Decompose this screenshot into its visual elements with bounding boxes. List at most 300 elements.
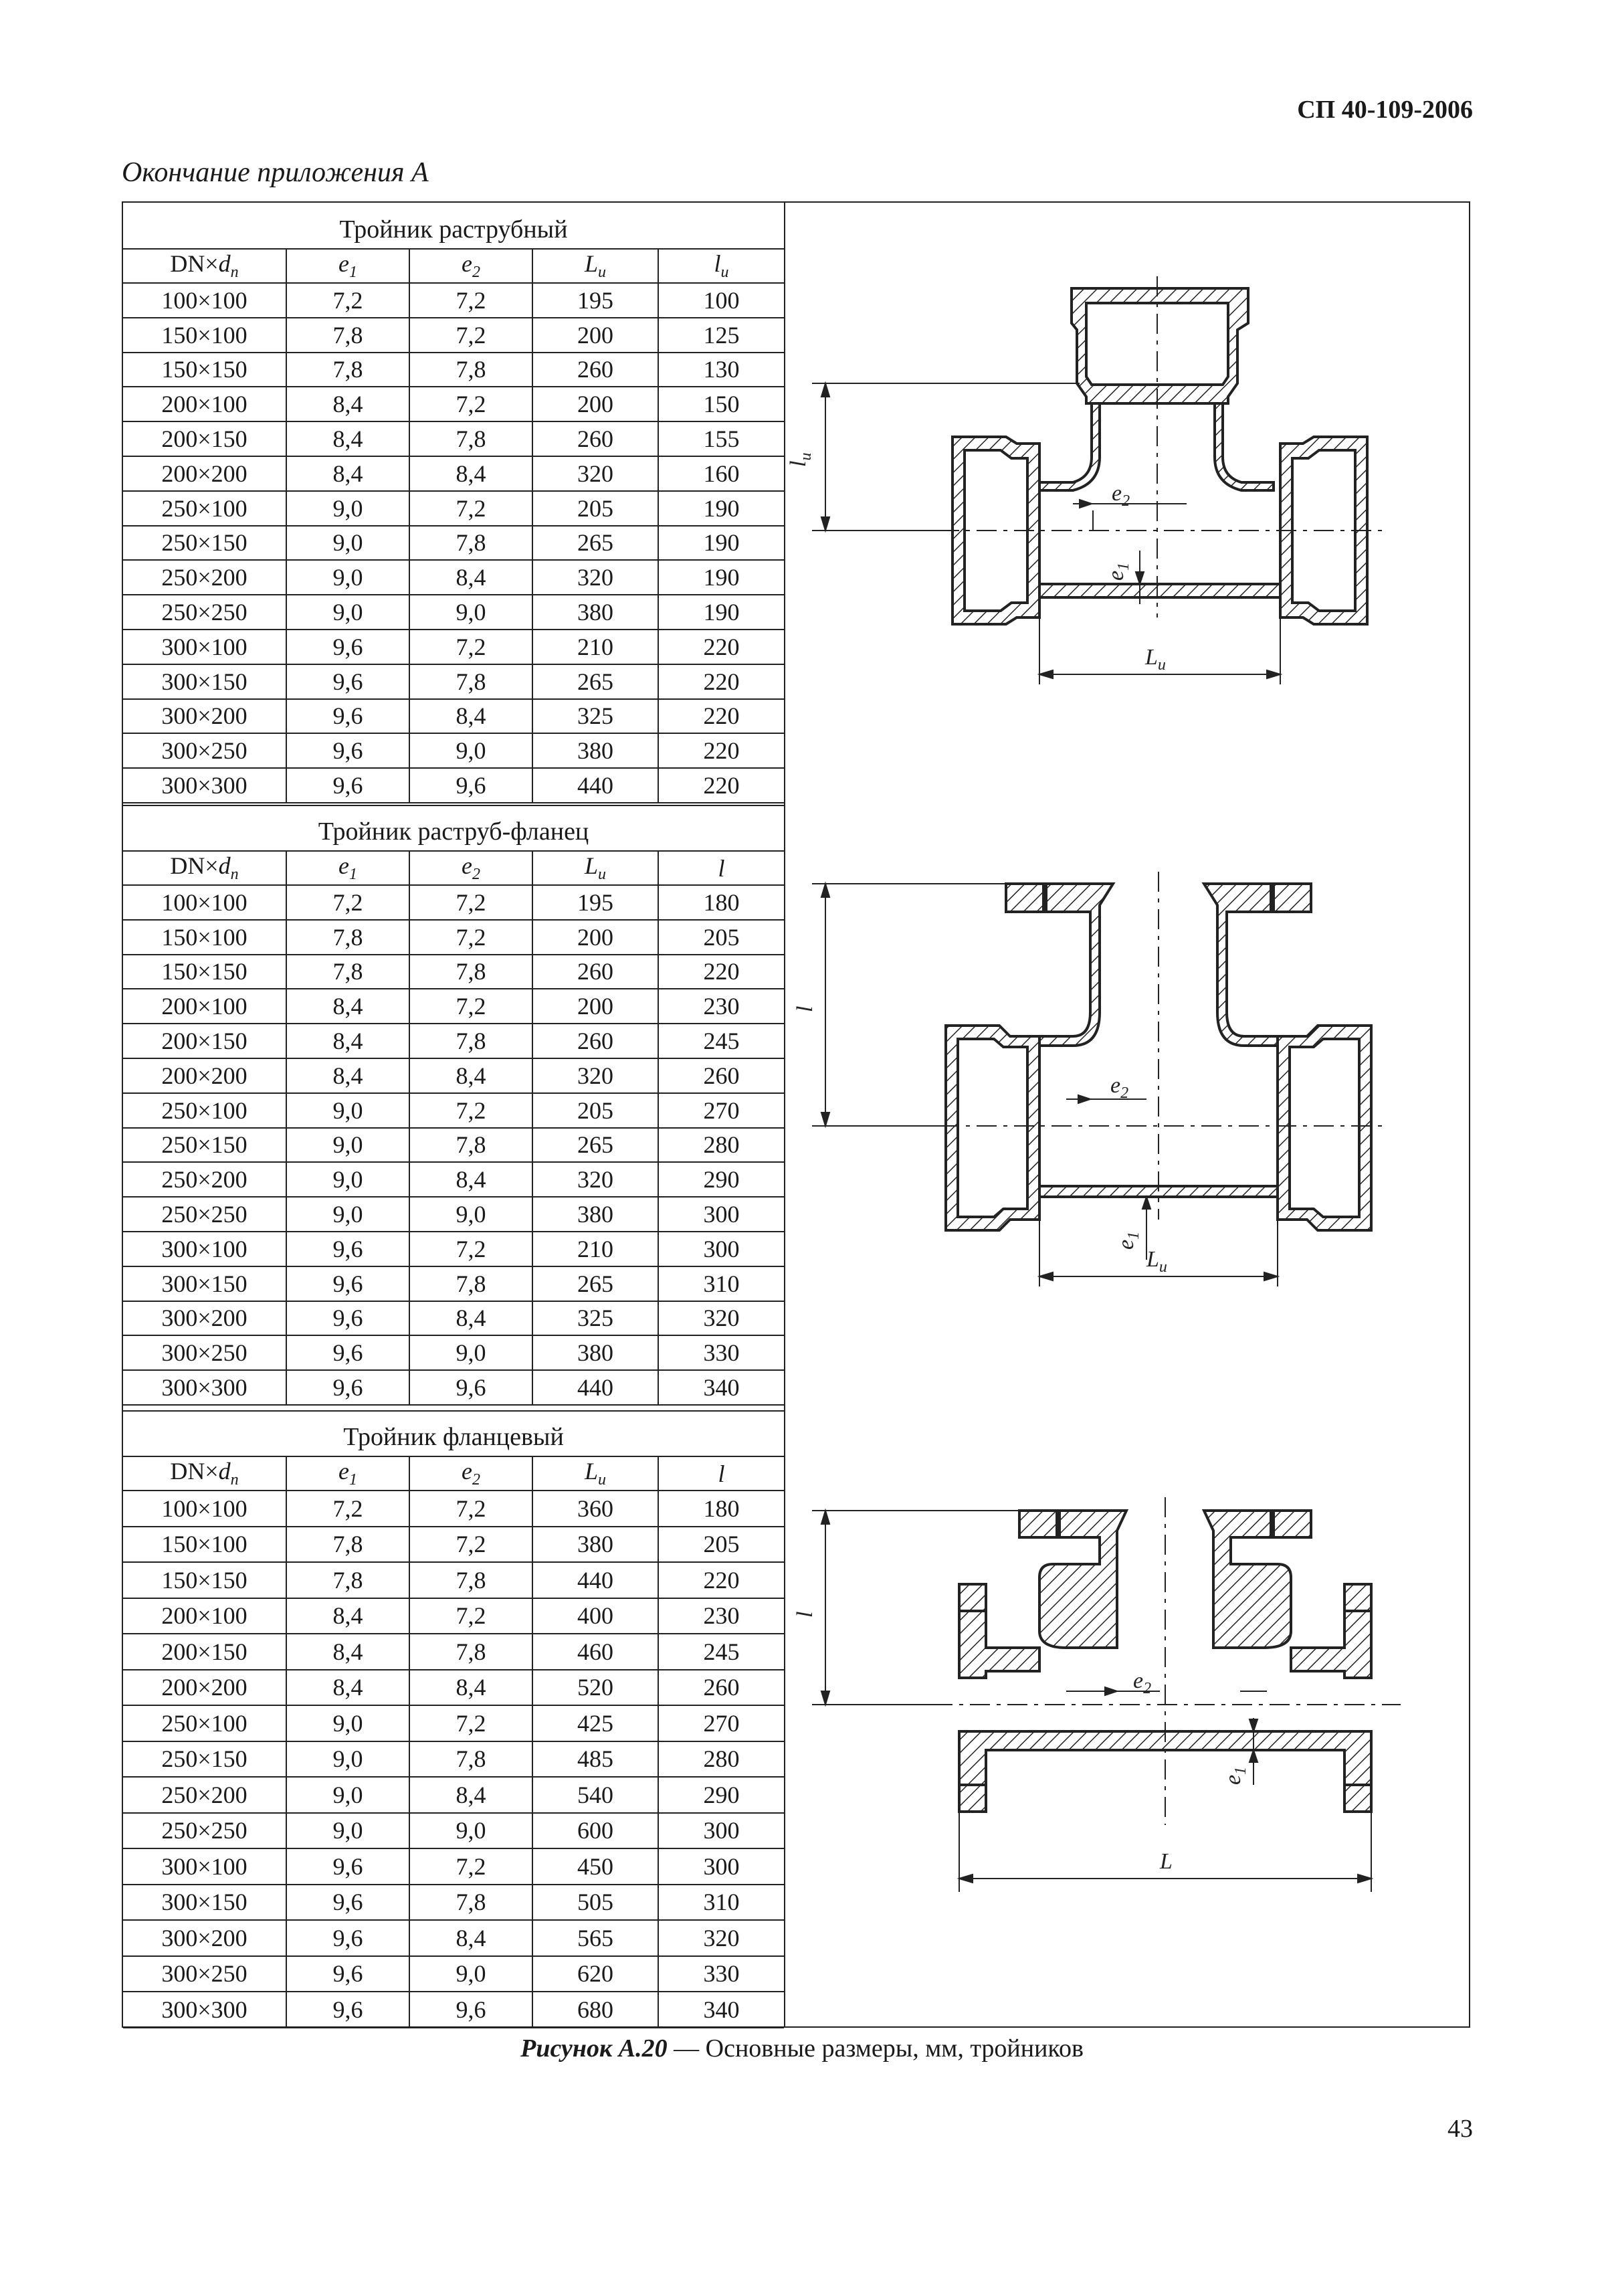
table-cell: 265: [532, 1266, 658, 1301]
table-cell: 7,2: [286, 885, 409, 920]
table-cell: 7,2: [409, 1093, 532, 1128]
table-row: [123, 664, 784, 699]
dim-label-e2: $e_2$: [1133, 1668, 1152, 1697]
dim-label-lu-small: $l_u$: [786, 452, 815, 467]
table-cell: 9,0: [286, 491, 409, 526]
table-cell: 9,6: [286, 1956, 409, 1992]
table-row: [123, 1634, 784, 1670]
section-title: Тройник фланцевый: [123, 1410, 784, 1457]
table-row: [123, 1598, 784, 1634]
table-cell: 7,8: [409, 1266, 532, 1301]
table-cell: 400: [532, 1598, 658, 1634]
table-cell: 180: [658, 885, 784, 920]
table-cell: 300×150: [123, 1885, 286, 1921]
section-1: [123, 203, 784, 805]
table-cell: 8,4: [286, 1634, 409, 1670]
table-row: [123, 1562, 784, 1598]
dimensions-table: [123, 250, 784, 803]
table-cell: 7,2: [409, 1598, 532, 1634]
table-cell: 9,6: [409, 1992, 532, 2028]
table-row: [123, 1741, 784, 1778]
table-cell: 9,0: [286, 595, 409, 630]
table-cell: 9,0: [286, 1162, 409, 1197]
table-cell: 300×150: [123, 1266, 286, 1301]
header-lu: $L_u$: [532, 1457, 658, 1491]
section-3: [123, 1410, 784, 2029]
table-row: [123, 885, 784, 920]
table-cell: 7,8: [286, 1562, 409, 1598]
main-frame: [122, 201, 1470, 2028]
table-cell: 9,6: [286, 768, 409, 803]
table-cell: 250×100: [123, 491, 286, 526]
table-cell: 8,4: [286, 1670, 409, 1706]
table-header-row: [123, 1457, 784, 1491]
table-cell: 7,2: [286, 1491, 409, 1527]
table-row: [123, 387, 784, 421]
table-cell: 300×300: [123, 1370, 286, 1405]
table-row: [123, 1956, 784, 1992]
table-row: [123, 1370, 784, 1405]
table-cell: 7,2: [409, 630, 532, 664]
table-cell: 250×250: [123, 1197, 286, 1232]
table-cell: 220: [658, 955, 784, 989]
table-cell: 8,4: [409, 1920, 532, 1956]
table-cell: 300×250: [123, 1335, 286, 1370]
table-cell: 9,6: [286, 1920, 409, 1956]
table-cell: 190: [658, 560, 784, 595]
table-cell: 7,8: [286, 318, 409, 353]
table-cell: 8,4: [286, 1024, 409, 1058]
table-row: [123, 283, 784, 318]
header-lu-small: $l_u$: [658, 250, 784, 283]
dim-label-L: L: [1160, 1849, 1173, 1874]
table-cell: 450: [532, 1848, 658, 1885]
header-e2: $e_2$: [409, 852, 532, 885]
table-row: [123, 1848, 784, 1885]
table-cell: 300: [658, 1197, 784, 1232]
table-cell: 200×200: [123, 456, 286, 491]
table-cell: 8,4: [286, 387, 409, 421]
header-l: l: [658, 852, 784, 885]
table-cell: 300×300: [123, 768, 286, 803]
figure-caption: [0, 2034, 1604, 2063]
table-cell: 9,0: [409, 595, 532, 630]
table-cell: 7,2: [409, 885, 532, 920]
table-header-row: [123, 852, 784, 885]
table-cell: 620: [532, 1956, 658, 1992]
table-cell: 9,0: [409, 1813, 532, 1849]
table-cell: 260: [658, 1058, 784, 1093]
table-cell: 320: [532, 456, 658, 491]
table-cell: 300: [658, 1232, 784, 1266]
table-cell: 180: [658, 1491, 784, 1527]
table-row: [123, 1128, 784, 1163]
table-cell: 8,4: [409, 1058, 532, 1093]
table-row: [123, 920, 784, 955]
table-cell: 7,2: [409, 387, 532, 421]
table-cell: 7,2: [409, 1848, 532, 1885]
table-cell: 250×200: [123, 1777, 286, 1813]
table-cell: 7,8: [409, 1128, 532, 1163]
table-cell: 300×100: [123, 1232, 286, 1266]
table-cell: 7,8: [409, 1741, 532, 1778]
table-cell: 280: [658, 1741, 784, 1778]
table-cell: 200: [532, 387, 658, 421]
header-dn: $DN\times d_n$: [123, 852, 286, 885]
table-cell: 330: [658, 1335, 784, 1370]
dim-label-e1: $e_1$: [1104, 562, 1132, 581]
table-cell: 230: [658, 989, 784, 1024]
table-cell: 260: [658, 1670, 784, 1706]
table-cell: 290: [658, 1162, 784, 1197]
table-row: [123, 630, 784, 664]
dim-label-e1: $e_1$: [1114, 1231, 1142, 1250]
table-cell: 250×100: [123, 1705, 286, 1741]
table-cell: 460: [532, 1634, 658, 1670]
table-row: [123, 1232, 784, 1266]
table-cell: 7,8: [409, 1885, 532, 1921]
table-cell: 150×150: [123, 955, 286, 989]
table-cell: 320: [658, 1301, 784, 1336]
table-cell: 9,0: [286, 1128, 409, 1163]
table-cell: 260: [532, 1024, 658, 1058]
table-cell: 7,8: [409, 1634, 532, 1670]
table-row: [123, 989, 784, 1024]
table-cell: 505: [532, 1885, 658, 1921]
header-e1: $e_1$: [286, 250, 409, 283]
table-cell: 8,4: [286, 1058, 409, 1093]
table-cell: 9,0: [286, 1741, 409, 1778]
header-e2: $e_2$: [409, 1457, 532, 1491]
table-row: [123, 699, 784, 734]
table-cell: 9,6: [286, 1885, 409, 1921]
drawing-flanged-tee: [785, 1410, 1472, 2029]
table-cell: 9,0: [286, 1197, 409, 1232]
table-cell: 250×150: [123, 526, 286, 561]
table-cell: 260: [532, 353, 658, 387]
tables-column: [123, 203, 785, 2026]
dimensions-table: [123, 852, 784, 1406]
header-e1: $e_1$: [286, 1457, 409, 1491]
table-cell: 250×250: [123, 1813, 286, 1849]
table-cell: 210: [532, 630, 658, 664]
table-cell: 7,2: [409, 989, 532, 1024]
table-cell: 310: [658, 1266, 784, 1301]
dim-label-l: l: [793, 1006, 817, 1012]
table-cell: 195: [532, 885, 658, 920]
table-cell: 9,6: [286, 1335, 409, 1370]
table-cell: 8,4: [409, 1777, 532, 1813]
table-cell: 380: [532, 1335, 658, 1370]
table-cell: 200×150: [123, 1024, 286, 1058]
table-cell: 300: [658, 1813, 784, 1849]
table-cell: 7,8: [409, 421, 532, 456]
table-row: [123, 1491, 784, 1527]
table-cell: 7,8: [409, 1562, 532, 1598]
table-cell: 150: [658, 387, 784, 421]
table-cell: 360: [532, 1491, 658, 1527]
table-cell: 7,2: [409, 491, 532, 526]
table-cell: 8,4: [409, 1162, 532, 1197]
table-cell: 8,4: [286, 1598, 409, 1634]
section-title: Тройник раструбный: [123, 203, 784, 250]
table-row: [123, 1920, 784, 1956]
table-cell: 8,4: [409, 1301, 532, 1336]
dim-label-lu: $L_u$: [1146, 1247, 1167, 1276]
table-cell: 245: [658, 1024, 784, 1058]
table-cell: 380: [532, 733, 658, 768]
table-cell: 9,6: [286, 1848, 409, 1885]
table-cell: 125: [658, 318, 784, 353]
table-cell: 190: [658, 595, 784, 630]
table-cell: 150×150: [123, 353, 286, 387]
table-row: [123, 560, 784, 595]
table-cell: 7,2: [409, 1232, 532, 1266]
table-cell: 100: [658, 283, 784, 318]
table-row: [123, 1335, 784, 1370]
table-cell: 200×200: [123, 1058, 286, 1093]
table-cell: 680: [532, 1992, 658, 2028]
table-cell: 7,2: [409, 1491, 532, 1527]
table-cell: 9,0: [286, 1705, 409, 1741]
table-cell: 565: [532, 1920, 658, 1956]
table-cell: 200: [532, 920, 658, 955]
table-cell: 260: [532, 421, 658, 456]
table-cell: 8,4: [409, 1670, 532, 1706]
table-cell: 300×200: [123, 1920, 286, 1956]
table-cell: 7,8: [286, 920, 409, 955]
dim-label-e2: $e_2$: [1110, 1073, 1129, 1102]
dim-label-lu: $L_u$: [1145, 645, 1166, 674]
dim-label-l: l: [793, 1611, 817, 1618]
table-cell: 7,8: [409, 353, 532, 387]
table-cell: 300×200: [123, 699, 286, 734]
table-cell: 7,2: [409, 318, 532, 353]
table-cell: 9,0: [286, 1813, 409, 1849]
header-l: l: [658, 1457, 784, 1491]
table-cell: 9,6: [286, 664, 409, 699]
table-cell: 300×300: [123, 1992, 286, 2028]
table-cell: 100×100: [123, 885, 286, 920]
table-row: [123, 1670, 784, 1706]
table-cell: 200×100: [123, 989, 286, 1024]
table-cell: 9,0: [286, 1777, 409, 1813]
table-row: [123, 456, 784, 491]
table-cell: 9,0: [286, 1093, 409, 1128]
table-cell: 7,8: [409, 955, 532, 989]
table-cell: 340: [658, 1992, 784, 2028]
table-cell: 9,6: [409, 1370, 532, 1405]
table-cell: 7,8: [409, 526, 532, 561]
table-cell: 300×250: [123, 1956, 286, 1992]
table-cell: 205: [658, 1527, 784, 1563]
table-cell: 520: [532, 1670, 658, 1706]
table-cell: 190: [658, 491, 784, 526]
table-cell: 265: [532, 664, 658, 699]
table-cell: 250×200: [123, 560, 286, 595]
table-cell: 9,0: [286, 526, 409, 561]
table-cell: 600: [532, 1813, 658, 1849]
dim-label-e1: $e_1$: [1221, 1766, 1249, 1785]
table-header-row: [123, 250, 784, 283]
table-cell: 270: [658, 1093, 784, 1128]
table-row: [123, 1197, 784, 1232]
table-cell: 260: [532, 955, 658, 989]
table-cell: 200: [532, 989, 658, 1024]
table-cell: 325: [532, 699, 658, 734]
table-cell: 300×100: [123, 630, 286, 664]
table-row: [123, 491, 784, 526]
table-row: [123, 1885, 784, 1921]
table-cell: 220: [658, 768, 784, 803]
table-cell: 100×100: [123, 1491, 286, 1527]
table-cell: 280: [658, 1128, 784, 1163]
table-cell: 200: [532, 318, 658, 353]
table-cell: 9,6: [286, 1301, 409, 1336]
table-cell: 270: [658, 1705, 784, 1741]
table-cell: 9,0: [409, 1197, 532, 1232]
table-cell: 300×250: [123, 733, 286, 768]
table-cell: 9,6: [286, 733, 409, 768]
table-cell: 8,4: [409, 456, 532, 491]
table-cell: 380: [532, 1527, 658, 1563]
table-cell: 290: [658, 1777, 784, 1813]
table-cell: 9,0: [409, 1956, 532, 1992]
drawing-socket-tee: [785, 203, 1472, 805]
table-cell: 250×100: [123, 1093, 286, 1128]
table-cell: 200×100: [123, 387, 286, 421]
table-cell: 9,6: [286, 699, 409, 734]
section-title: Тройник раструб-фланец: [123, 805, 784, 852]
table-cell: 9,6: [286, 1232, 409, 1266]
table-cell: 205: [658, 920, 784, 955]
figure-caption-label: Рисунок А.20: [520, 2034, 668, 2063]
table-row: [123, 1093, 784, 1128]
table-cell: 8,4: [409, 699, 532, 734]
table-cell: 205: [532, 491, 658, 526]
table-cell: 425: [532, 1705, 658, 1741]
table-cell: 195: [532, 283, 658, 318]
dimensions-table: [123, 1457, 784, 2028]
table-cell: 540: [532, 1777, 658, 1813]
table-row: [123, 1527, 784, 1563]
table-cell: 7,8: [286, 1527, 409, 1563]
header-e1: $e_1$: [286, 852, 409, 885]
table-row: [123, 768, 784, 803]
table-row: [123, 1705, 784, 1741]
table-cell: 190: [658, 526, 784, 561]
table-row: [123, 955, 784, 989]
table-cell: 250×200: [123, 1162, 286, 1197]
table-cell: 9,0: [409, 733, 532, 768]
table-cell: 7,8: [409, 664, 532, 699]
table-cell: 7,2: [409, 1527, 532, 1563]
table-cell: 440: [532, 1562, 658, 1598]
table-cell: 320: [658, 1920, 784, 1956]
table-cell: 440: [532, 768, 658, 803]
table-cell: 220: [658, 1562, 784, 1598]
table-cell: 210: [532, 1232, 658, 1266]
table-cell: 250×150: [123, 1128, 286, 1163]
header-dn: $DN\times d_n$: [123, 250, 286, 283]
table-row: [123, 733, 784, 768]
table-cell: 130: [658, 353, 784, 387]
table-cell: 310: [658, 1885, 784, 1921]
table-cell: 150×150: [123, 1562, 286, 1598]
table-cell: 380: [532, 1197, 658, 1232]
table-cell: 200×150: [123, 1634, 286, 1670]
table-cell: 7,2: [409, 1705, 532, 1741]
table-cell: 9,6: [409, 768, 532, 803]
table-row: [123, 1301, 784, 1336]
table-cell: 160: [658, 456, 784, 491]
table-cell: 300: [658, 1848, 784, 1885]
header-lu: $L_u$: [532, 852, 658, 885]
table-cell: 250×250: [123, 595, 286, 630]
table-cell: 7,8: [409, 1024, 532, 1058]
table-row: [123, 526, 784, 561]
table-cell: 300×200: [123, 1301, 286, 1336]
table-cell: 9,6: [286, 630, 409, 664]
table-cell: 300×150: [123, 664, 286, 699]
table-cell: 155: [658, 421, 784, 456]
table-cell: 200×100: [123, 1598, 286, 1634]
table-cell: 220: [658, 630, 784, 664]
table-cell: 9,0: [409, 1335, 532, 1370]
header-e2: $e_2$: [409, 250, 532, 283]
table-cell: 150×100: [123, 1527, 286, 1563]
table-cell: 9,6: [286, 1370, 409, 1405]
table-cell: 320: [532, 1058, 658, 1093]
table-cell: 8,4: [286, 456, 409, 491]
table-cell: 340: [658, 1370, 784, 1405]
header-dn: $DN\times d_n$: [123, 1457, 286, 1491]
table-cell: 220: [658, 664, 784, 699]
table-row: [123, 1162, 784, 1197]
table-row: [123, 1777, 784, 1813]
table-cell: 9,6: [286, 1266, 409, 1301]
table-row: [123, 1813, 784, 1849]
figure-caption-text: — Основные размеры, мм, тройников: [667, 2034, 1084, 2063]
table-cell: 325: [532, 1301, 658, 1336]
table-cell: 245: [658, 1634, 784, 1670]
table-cell: 8,4: [286, 989, 409, 1024]
table-cell: 205: [532, 1093, 658, 1128]
table-cell: 265: [532, 526, 658, 561]
table-row: [123, 318, 784, 353]
table-cell: 380: [532, 595, 658, 630]
table-row: [123, 1024, 784, 1058]
table-cell: 200×150: [123, 421, 286, 456]
table-cell: 7,8: [286, 955, 409, 989]
table-cell: 200×200: [123, 1670, 286, 1706]
table-cell: 8,4: [286, 421, 409, 456]
table-row: [123, 595, 784, 630]
table-cell: 220: [658, 733, 784, 768]
table-cell: 440: [532, 1370, 658, 1405]
document-code: СП 40-109-2006: [1297, 96, 1473, 124]
table-cell: 7,2: [286, 283, 409, 318]
table-cell: 320: [532, 1162, 658, 1197]
table-cell: 220: [658, 699, 784, 734]
header-lu: $L_u$: [532, 250, 658, 283]
continuation-note: Окончание приложения А: [122, 157, 429, 188]
table-cell: 100×100: [123, 283, 286, 318]
table-cell: 9,6: [286, 1992, 409, 2028]
table-cell: 7,8: [286, 353, 409, 387]
table-cell: 320: [532, 560, 658, 595]
table-row: [123, 1266, 784, 1301]
